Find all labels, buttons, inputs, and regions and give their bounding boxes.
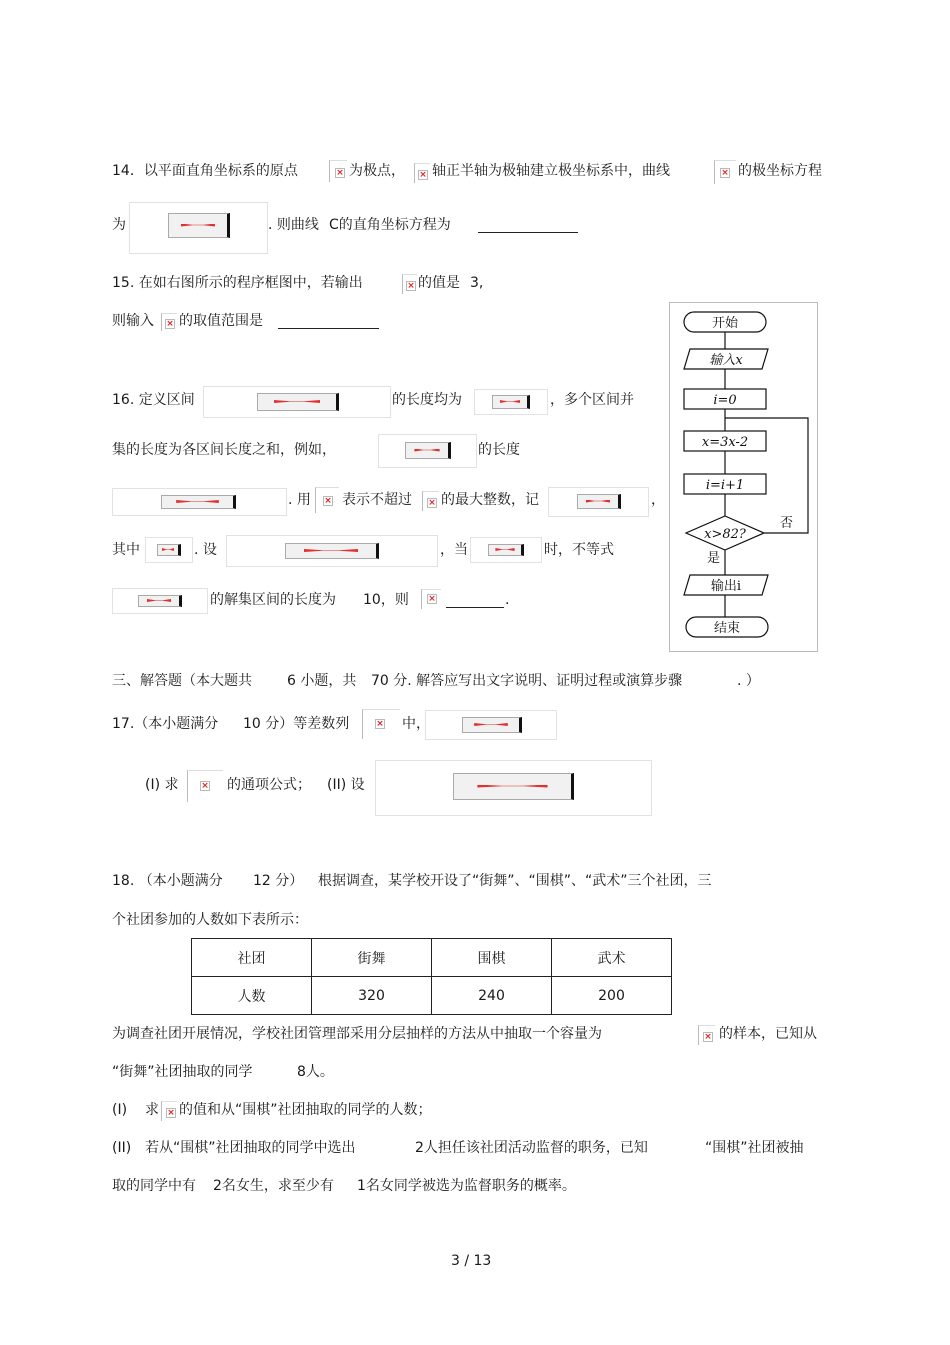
- q18-text-6: 的样本，已知从: [719, 1026, 817, 1042]
- q18-text-2: 12 分）: [253, 873, 304, 889]
- q14-text-3: 轴正半轴为极轴建立极坐标系中，曲线: [432, 163, 670, 179]
- answer-blank: [478, 218, 578, 233]
- table-cell: 武术: [552, 939, 672, 977]
- q17-text-4: (I) 求: [145, 777, 179, 793]
- table-cell: 240: [432, 977, 552, 1015]
- q14-text-2: 为极点，: [349, 163, 405, 179]
- q15-text-4: 则输入: [112, 313, 154, 329]
- q18-text-12: (II): [112, 1140, 132, 1156]
- equation-image: [129, 202, 268, 254]
- section3-text-3: 70 分. 解答应写出文字说明、证明过程或演算步骤: [371, 673, 683, 689]
- broken-image-icon: [362, 709, 400, 739]
- answer-blank: [278, 314, 379, 329]
- q18-text-13: 若从“围棋”社团抽取的同学中选出: [145, 1140, 356, 1156]
- q14-text-4: 的极坐标方程: [738, 163, 822, 179]
- flow-end-text: 结束: [713, 621, 741, 636]
- q14-text-1: 14．以平面直角坐标系的原点: [112, 163, 298, 179]
- broken-image-icon: [422, 491, 439, 511]
- flow-update-i-text: i=i+1: [705, 478, 745, 493]
- equation-image: [378, 434, 477, 468]
- broken-image-icon: [414, 163, 430, 183]
- q18-text-7: “街舞”社团抽取的同学: [112, 1064, 253, 1080]
- q18-text-11: 的值和从“围棋”社团抽取的同学的人数；: [179, 1102, 432, 1118]
- q18-text-9: (I): [112, 1102, 128, 1118]
- equation-image: [425, 710, 557, 740]
- table-cell: 围棋: [432, 939, 552, 977]
- table-cell: 社团: [192, 939, 312, 977]
- table-row: [192, 977, 672, 1015]
- table-cell: 街舞: [312, 939, 432, 977]
- q16-text-10: 其中: [112, 542, 140, 558]
- answer-blank: [446, 593, 504, 608]
- q17-text-6: (II) 设: [327, 777, 365, 793]
- q16-text-8: 的最大整数，记: [441, 492, 539, 508]
- flow-input-text: 输入x: [709, 353, 743, 368]
- q16-text-14: 的解集区间的长度为: [210, 592, 336, 608]
- broken-image-icon: [161, 313, 177, 331]
- equation-image: [145, 537, 193, 563]
- q18-text-16: 取的同学中有: [112, 1178, 196, 1194]
- q18-text-8: 8人。: [297, 1064, 334, 1080]
- q16-text-13: 时，不等式: [544, 542, 614, 558]
- q18-text-5: 为调查社团开展情况，学校社团管理部采用分层抽样的方法从中抽取一个容量为: [112, 1026, 602, 1042]
- section3-text-2: 6 小题，共: [287, 673, 357, 689]
- q15-text-3: 3,: [470, 275, 484, 291]
- broken-image-icon: [161, 1101, 177, 1121]
- q18-text-18: 1名女同学被选为监督职务的概率。: [357, 1178, 576, 1194]
- q15-text-2: 的值是: [418, 275, 460, 291]
- table-header-row: [192, 939, 672, 977]
- q17-text-3: 中，: [402, 716, 430, 732]
- equation-image: [112, 588, 208, 614]
- flow-yes-label: 是: [707, 551, 721, 566]
- q18-text-3: 根据调查，某学校开设了“街舞”、“围棋”、“武术”三个社团，三: [318, 873, 712, 889]
- section3-text-4: . ）: [737, 673, 760, 689]
- q18-text-1: 18. （本小题满分: [112, 873, 223, 889]
- equation-image: [474, 389, 548, 415]
- broken-image-icon: [315, 487, 339, 513]
- q16-text-7: 表示不超过: [342, 492, 412, 508]
- q18-text-14: 2人担任该社团活动监督的职务，已知: [415, 1140, 648, 1156]
- club-table: [191, 938, 672, 1015]
- table-cell: 200: [552, 977, 672, 1015]
- q16-text-6: . 用: [288, 492, 311, 508]
- broken-image-icon: [421, 589, 441, 609]
- flow-condition-text: x>82?: [704, 527, 746, 542]
- q14-text-6: . 则曲线: [268, 217, 319, 233]
- flow-start-text: 开始: [711, 316, 739, 331]
- broken-image-icon: [402, 274, 417, 294]
- broken-image-icon: [187, 770, 223, 802]
- q16-text-1: 16. 定义区间: [112, 392, 195, 408]
- q16-text-12: ，当: [440, 542, 468, 558]
- q16-text-9: ，: [651, 492, 665, 508]
- flow-output-text: 输出i: [710, 579, 742, 594]
- program-flowchart: [669, 302, 818, 652]
- q17-text-5: 的通项公式；: [227, 777, 311, 793]
- broken-image-icon: [714, 160, 736, 184]
- table-cell: 320: [312, 977, 432, 1015]
- equation-image: [375, 760, 652, 816]
- equation-image: [470, 537, 542, 563]
- q16-text-5: 的长度: [478, 442, 520, 458]
- equation-image: [203, 386, 391, 418]
- q16-text-16: .: [505, 592, 510, 608]
- q14-text-5: 为: [112, 217, 126, 233]
- page-number: 3 / 13: [451, 1253, 492, 1269]
- q16-text-15: 10，则: [363, 592, 409, 608]
- equation-image: [112, 488, 287, 516]
- broken-image-icon: [698, 1025, 715, 1045]
- equation-image: [226, 535, 438, 567]
- flow-no-label: 否: [780, 516, 794, 531]
- q18-text-10: 求: [145, 1102, 159, 1118]
- q17-text-1: 17.（本小题满分: [112, 716, 219, 732]
- flow-update-x-text: x=3x-2: [701, 435, 749, 450]
- q17-text-2: 10 分）等差数列: [243, 716, 350, 732]
- q18-text-15: “围棋”社团被抽: [705, 1140, 804, 1156]
- flow-init-text: i=0: [713, 393, 737, 408]
- q15-text-5: 的取值范围是: [179, 313, 263, 329]
- section3-text-1: 三、解答题（本大题共: [112, 673, 252, 689]
- q16-text-2: 的长度均为: [392, 392, 462, 408]
- equation-image: [548, 487, 649, 517]
- q18-text-17: 2名女生，求至少有: [213, 1178, 334, 1194]
- q14-text-7: C的直角坐标方程为: [329, 217, 451, 233]
- q16-text-4: 集的长度为各区间长度之和，例如，: [112, 442, 336, 458]
- q16-text-11: . 设: [194, 542, 217, 558]
- broken-image-icon: [329, 160, 347, 182]
- q15-text-1: 15. 在如右图所示的程序框图中，若输出: [112, 275, 363, 291]
- q16-text-3: ，多个区间并: [550, 392, 634, 408]
- table-cell: 人数: [192, 977, 312, 1015]
- q18-text-4: 个社团参加的人数如下表所示：: [112, 912, 308, 928]
